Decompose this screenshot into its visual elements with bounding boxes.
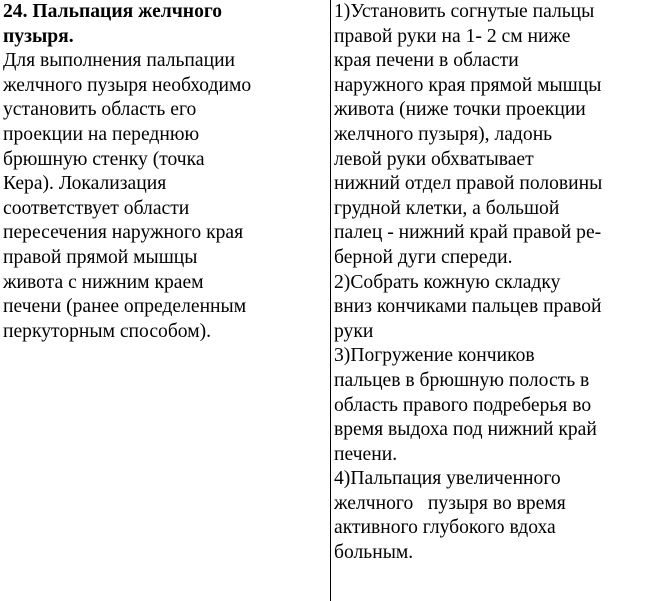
step-line: вниз кончиками пальцев правой bbox=[334, 296, 602, 318]
description-line: правой прямой мышцы bbox=[3, 246, 198, 268]
description-line: живота с нижним краем bbox=[3, 271, 204, 293]
description-line: брюшную стенку (точка bbox=[3, 148, 205, 170]
step-line: время выдоха под нижний край bbox=[334, 419, 597, 441]
step-line: руки bbox=[334, 320, 374, 342]
description-line: соответствует области bbox=[3, 197, 190, 219]
step-line: наружного края прямой мышцы bbox=[334, 74, 602, 96]
section-title-line-1: 24. Пальпация желчного bbox=[3, 1, 223, 22]
step-line: 2)Собрать кожную складку bbox=[334, 271, 561, 293]
description-line: Для выполнения пальпации bbox=[3, 50, 236, 72]
step-line: нижний отдел правой половины bbox=[334, 173, 603, 195]
column-divider bbox=[330, 0, 331, 601]
step-line: правой руки на 1- 2 см ниже bbox=[334, 25, 571, 47]
step-line: левой руки обхватывает bbox=[334, 148, 534, 170]
description-line: пересечения наружного края bbox=[3, 222, 244, 244]
step-line: палец - нижний край правой ре- bbox=[334, 222, 602, 244]
description-line: проекции на переднюю bbox=[3, 123, 200, 145]
step-line: активного глубокого вдоха bbox=[334, 517, 556, 539]
description-line: установить область его bbox=[3, 99, 197, 121]
step-line: больным. bbox=[334, 542, 414, 564]
step-line: 3)Погружение кончиков bbox=[334, 345, 535, 367]
step-line: печени. bbox=[334, 443, 398, 465]
description-line: перкуторным способом). bbox=[3, 320, 212, 342]
procedure-steps-column bbox=[334, 0, 652, 566]
description-column bbox=[3, 0, 325, 344]
step-line: 4)Пальпация увеличенного bbox=[334, 468, 561, 490]
step-line: область правого подреберья во bbox=[334, 394, 592, 416]
step-line: 1)Установить согнутые пальцы bbox=[334, 1, 595, 22]
step-line: берной дуги спереди. bbox=[334, 246, 513, 268]
description-line: желчного пузыря необходимо bbox=[3, 74, 252, 96]
step-line: желчного пузыря во время bbox=[334, 492, 566, 514]
step-line: пальцев в брюшную полость в bbox=[334, 369, 590, 391]
step-line: края печени в области bbox=[334, 50, 519, 72]
step-line: желчного пузыря), ладонь bbox=[334, 123, 553, 145]
description-line: Кера). Локализация bbox=[3, 173, 167, 195]
section-title-line-2: пузыря. bbox=[3, 25, 74, 47]
step-line: грудной клетки, а большой bbox=[334, 197, 560, 219]
description-line: печени (ранее определенным bbox=[3, 296, 247, 318]
step-line: живота (ниже точки проекции bbox=[334, 99, 586, 121]
